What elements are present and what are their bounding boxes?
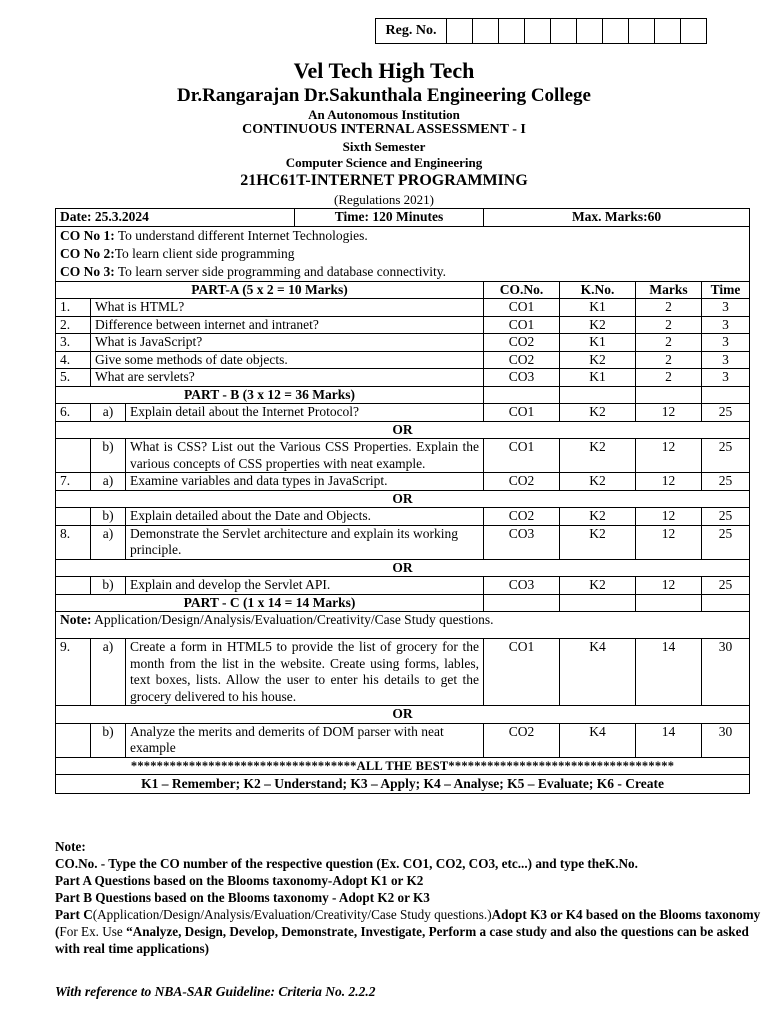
- course-outcome-1: CO No 1: To understand different Internet Technologies.: [60, 227, 368, 243]
- reg-no-cell: [447, 19, 473, 43]
- reg-no-cell: [499, 19, 525, 43]
- part-c-header-row: [56, 594, 750, 612]
- autonomous-label: An Autonomous Institution: [308, 107, 460, 122]
- question-text: What is CSS? List out the Various CSS Properties. Explain the various concepts of CSS properties with neat example.: [126, 439, 484, 473]
- col-co: CO.No.: [484, 281, 560, 299]
- nba-reference: With reference to NBA-SAR Guideline: Criteria No. 2.2.2: [55, 984, 376, 999]
- table-row: 4. Give some methods of date objects. CO2 K2 2 3: [56, 351, 750, 369]
- reg-no-cell: [629, 19, 655, 43]
- course-outcomes: [56, 226, 750, 281]
- reg-no-cell: [473, 19, 499, 43]
- exam-date: Date: 25.3.2024: [56, 209, 295, 226]
- reg-no-cell: [551, 19, 577, 43]
- question-text: Analyze the merits and demerits of DOM parser with neat example: [126, 723, 484, 757]
- col-marks: Marks: [636, 281, 702, 299]
- reg-no-cell: [603, 19, 629, 43]
- reg-no-cell: [681, 19, 706, 43]
- notes-line-3: Part B Questions based on the Blooms taxonomy - Adopt K2 or K3: [55, 890, 430, 905]
- col-time: Time: [702, 281, 750, 299]
- question-text: What is HTML?: [91, 299, 484, 317]
- reg-no-box: [375, 18, 707, 44]
- table-row: 2. Difference between internet and intranet? CO1 K2 2 3: [56, 316, 750, 334]
- instructions-notes: [55, 838, 765, 957]
- or-row: OR: [56, 421, 750, 439]
- table-row: b) What is CSS? List out the Various CSS Properties. Explain the various concepts of CSS properties with neat example. CO1 K2 12 25: [56, 439, 750, 473]
- table-row: 5. What are servlets? CO3 K1 2 3: [56, 369, 750, 387]
- notes-line-2: Part A Questions based on the Blooms taxonomy-Adopt K1 or K2: [55, 873, 424, 888]
- info-row: [56, 209, 750, 227]
- question-text: Give some methods of date objects.: [91, 351, 484, 369]
- reg-no-cell: [655, 19, 681, 43]
- all-the-best-row: [56, 757, 750, 775]
- question-table: [55, 208, 750, 794]
- part-a-header-row: [56, 281, 750, 299]
- table-row: b) Explain and develop the Servlet API. CO3 K2 12 25: [56, 577, 750, 595]
- legend-row: [56, 775, 750, 794]
- question-text: Explain detailed about the Date and Objects.: [126, 508, 484, 526]
- question-text: Explain detail about the Internet Protocol?: [126, 404, 484, 422]
- department-label: Computer Science and Engineering: [285, 155, 483, 170]
- course-title: 21HC61T-INTERNET PROGRAMMING: [240, 172, 528, 189]
- question-text: Explain and develop the Servlet API.: [126, 577, 484, 595]
- max-marks: Max. Marks:60: [484, 209, 750, 227]
- part-b-title: PART - B (3 x 12 = 36 Marks): [56, 386, 484, 404]
- k-level-legend: K1 – Remember; K2 – Understand; K3 – Apply; K4 – Analyse; K5 – Evaluate; K6 - Create: [56, 775, 750, 794]
- table-row: 1. What is HTML? CO1 K1 2 3: [56, 299, 750, 317]
- all-the-best: ***********************************ALL THE BEST***********************************: [56, 757, 750, 775]
- or-row: OR: [56, 559, 750, 577]
- table-row: 7. a) Examine variables and data types in JavaScript. CO2 K2 12 25: [56, 473, 750, 491]
- assessment-title: CONTINUOUS INTERNAL ASSESSMENT - I: [242, 122, 526, 137]
- course-outcome-3: CO No 3: To learn server side programming and database connectivity.: [60, 263, 446, 279]
- part-b-header-row: [56, 386, 750, 404]
- question-text: What is JavaScript?: [91, 334, 484, 352]
- table-row: 8. a) Demonstrate the Servlet architecture and explain its working principle. CO3 K2 12 25: [56, 525, 750, 559]
- part-c-note-label: Note:: [60, 612, 92, 627]
- regulations-label: (Regulations 2021): [333, 192, 434, 207]
- question-text: Examine variables and data types in JavaScript.: [126, 473, 484, 491]
- table-row: b) Analyze the merits and demerits of DOM parser with neat example CO2 K4 14 30: [56, 723, 750, 757]
- exam-time: Time: 120 Minutes: [334, 209, 444, 224]
- reg-no-cell: [525, 19, 551, 43]
- semester-label: Sixth Semester: [342, 139, 426, 154]
- college-name: Dr.Rangarajan Dr.Sakunthala Engineering College: [176, 85, 591, 106]
- table-row: 6. a) Explain detail about the Internet Protocol? CO1 K2 12 25: [56, 404, 750, 422]
- question-text: Create a form in HTML5 to provide the list of grocery for the month from the list in the website. Create using forms, lables, text boxes, lists. Allow the user to enter his details to get the grocery delivered to his house.: [126, 639, 484, 706]
- notes-line-4: Part C(Application/Design/Analysis/Evaluation/Creativity/Case Study questions.)Adopt K3 or K4 based on the Blooms taxonomy (For Ex. Use “Analyze, Design, Develop, Demonstrate, Investigate, Perform a case study and also the questions can be asked with real time applications): [55, 907, 761, 956]
- table-row: 3. What is JavaScript? CO2 K1 2 3: [56, 334, 750, 352]
- table-row: b) Explain detailed about the Date and Objects. CO2 K2 12 25: [56, 508, 750, 526]
- notes-title: Note:: [55, 839, 86, 854]
- or-row: OR: [56, 706, 750, 724]
- table-row: 9. a) Create a form in HTML5 to provide the list of grocery for the month from the list in the website. Create using forms, lables, text boxes, lists. Allow the user to enter his details to get the grocery delivered to his house. CO1 K4 14 30: [56, 639, 750, 706]
- part-c-note-row: [56, 612, 750, 639]
- part-a-title: PART-A (5 x 2 = 10 Marks): [56, 281, 484, 299]
- institution-name: Vel Tech High Tech: [293, 58, 475, 83]
- col-k: K.No.: [560, 281, 636, 299]
- part-c-title: PART - C (1 x 14 = 14 Marks): [56, 594, 484, 612]
- part-c-note-text: Application/Design/Analysis/Evaluation/Creativity/Case Study questions.: [91, 612, 494, 627]
- question-text: Demonstrate the Servlet architecture and explain its working principle.: [126, 525, 484, 559]
- reg-no-cell: [577, 19, 603, 43]
- reg-no-label: Reg. No.: [376, 19, 447, 43]
- question-text: What are servlets?: [91, 369, 484, 387]
- notes-line-1: CO.No. - Type the CO number of the respective question (Ex. CO1, CO2, CO3, etc...) and type theK.No.: [55, 856, 638, 871]
- course-outcome-2: CO No 2:To learn client side programming: [60, 245, 295, 261]
- question-text: Difference between internet and intranet?: [91, 316, 484, 334]
- or-row: OR: [56, 490, 750, 508]
